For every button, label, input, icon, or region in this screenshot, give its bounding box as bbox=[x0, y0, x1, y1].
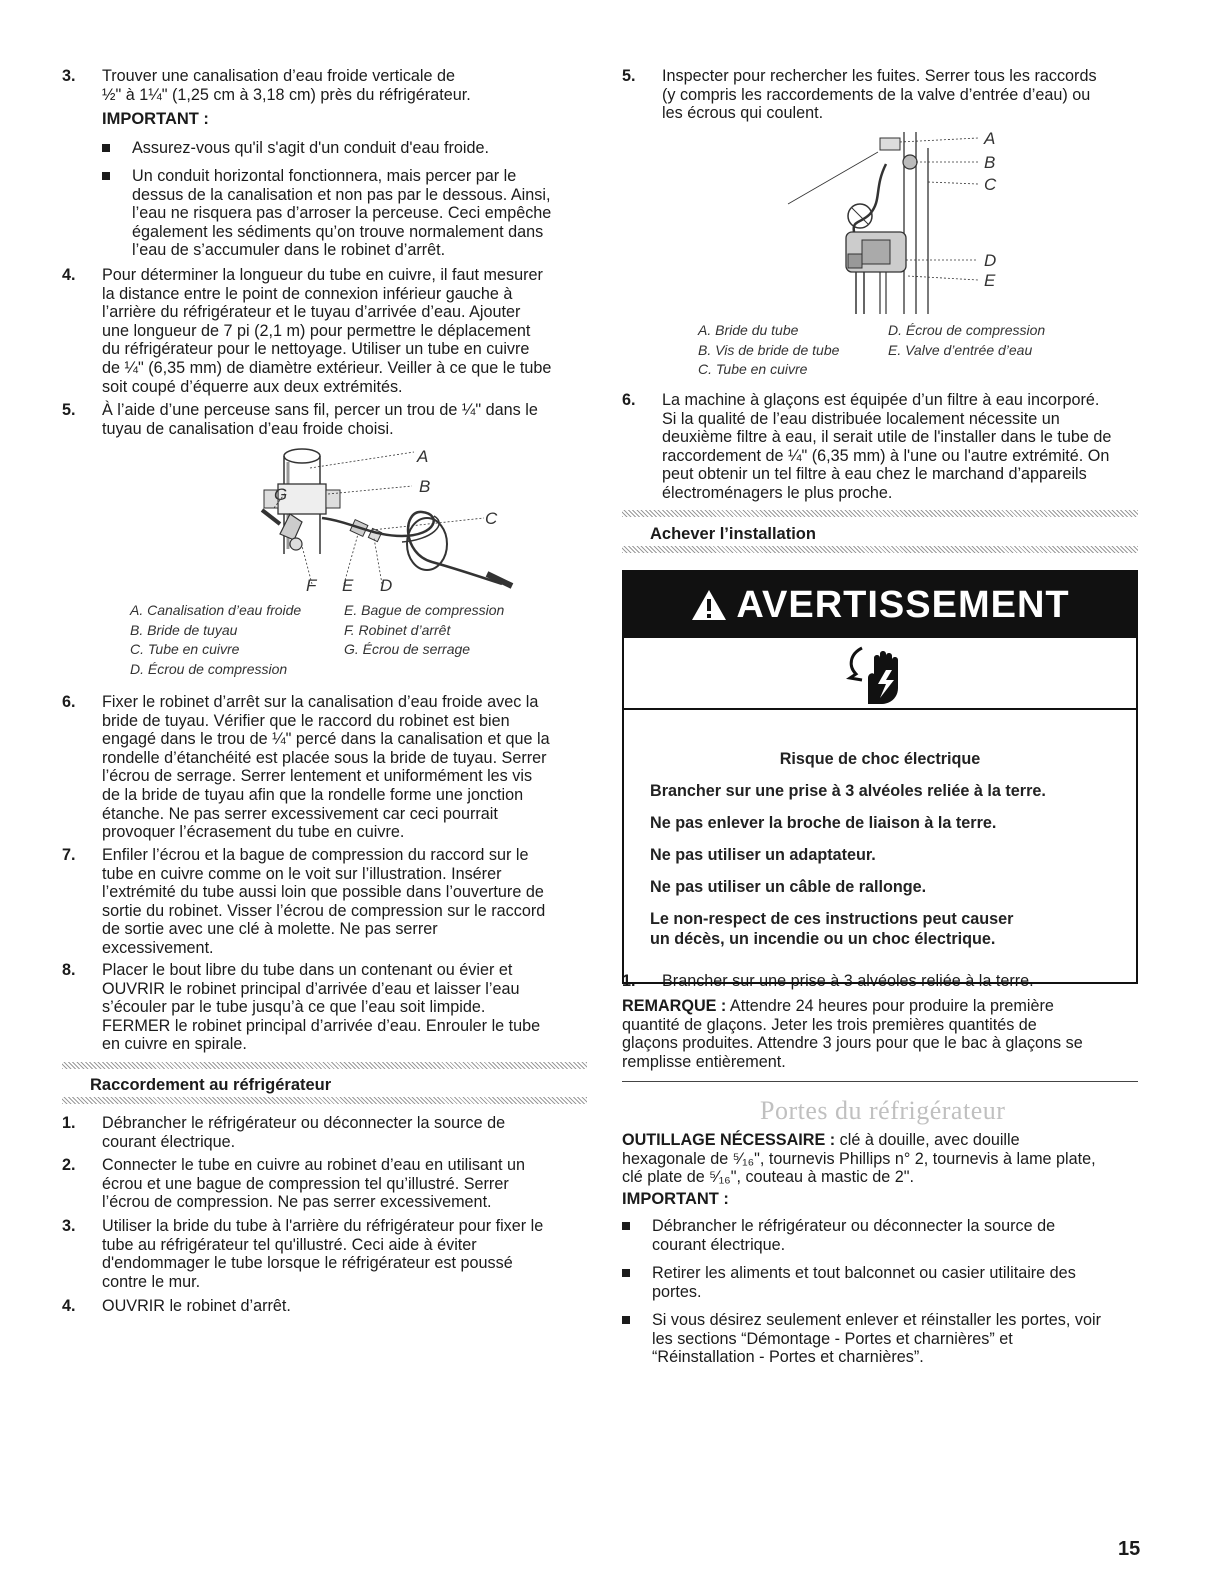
bullet-square bbox=[622, 1222, 630, 1230]
text-line: tuyau de canalisation d’eau froide choisi. bbox=[102, 419, 394, 438]
text-line: Enfiler l’écrou et la bague de compression du raccord sur le bbox=[102, 846, 529, 864]
legend-entry: D. Écrou de compression bbox=[130, 660, 288, 677]
label-a: A bbox=[984, 129, 996, 148]
remarque-paragraph bbox=[622, 997, 1147, 1071]
warning-line: Le non-respect de ces instructions peut causer bbox=[650, 910, 1014, 928]
clamp-screw bbox=[903, 155, 917, 169]
legend-entry: F. Robinet d’arrêt bbox=[344, 621, 451, 638]
label-e: E bbox=[342, 576, 354, 594]
compression-nut bbox=[848, 254, 862, 268]
step-number: 3. bbox=[62, 1217, 76, 1235]
text-line: Brancher sur une prise à 3 alvéoles reliée à la terre. bbox=[662, 972, 1034, 990]
text-line: électroménagers le plus proche. bbox=[662, 483, 893, 502]
text-line: Un conduit horizontal fonctionnera, mais percer par le bbox=[132, 167, 517, 185]
text-line: clé à douille, avec douille bbox=[835, 1131, 1020, 1149]
section-heading-raccordement: Raccordement au réfrigérateur bbox=[90, 1076, 332, 1094]
bullet-item bbox=[102, 139, 587, 158]
text-line: de sortie avec une clé à molette. Ne pas serrer bbox=[102, 920, 438, 939]
step-number: 6. bbox=[62, 693, 76, 711]
bullet-item bbox=[622, 1217, 1138, 1254]
electric-shock-icon bbox=[846, 644, 910, 706]
section-heading-achever: Achever l’installation bbox=[650, 525, 816, 543]
text-line: Trouver une canalisation d’eau froide verticale de bbox=[102, 67, 456, 85]
outillage-label: OUTILLAGE NÉCESSAIRE : bbox=[622, 1131, 836, 1149]
step-3 bbox=[62, 67, 587, 104]
text-line: courant électrique. bbox=[102, 1132, 236, 1151]
warning-line: un décès, un incendie ou un choc électrique. bbox=[650, 930, 996, 948]
legend-entry: A. Bride du tube bbox=[698, 322, 799, 338]
label-e: E bbox=[984, 271, 996, 290]
text-line: l’écrou de compression. Ne pas serrer excessivement. bbox=[102, 1193, 492, 1212]
label-d: D bbox=[380, 576, 393, 594]
step-6 bbox=[62, 693, 587, 842]
step-7 bbox=[62, 846, 587, 958]
text-line: de ¼" (6,35 mm) de diamètre extérieur. Veiller à ce que le tube bbox=[102, 358, 552, 377]
step-4 bbox=[62, 266, 587, 396]
text-line: FERMER le robinet principal d’arrivée d’eau. Enrouler le tube bbox=[102, 1016, 541, 1035]
raccordement-step-4 bbox=[62, 1297, 587, 1316]
legend-entry: E. Bague de compression bbox=[344, 602, 505, 618]
text-line: quantité de glaçons. Jeter les trois premières quantités de bbox=[622, 1015, 1037, 1034]
text-line: À l’aide d’une perceuse sans fil, percer un trou de ¼" dans le bbox=[102, 401, 538, 419]
page-number: 15 bbox=[1118, 1538, 1141, 1560]
text-line: l’écrou de serrage. Serrer lentement et uniformément les vis bbox=[102, 767, 533, 786]
text-line: glaçons produites. Attendre 3 jours pour que le bac à glaçons se bbox=[622, 1034, 1083, 1053]
step-number: 7. bbox=[62, 846, 76, 864]
tube-clamp bbox=[880, 138, 900, 150]
step-number: 4. bbox=[62, 1297, 76, 1315]
text-line: l’eau de s’accumuler dans le robinet d’arrêt. bbox=[132, 241, 446, 260]
hazard-icon-area bbox=[624, 638, 1136, 710]
step-5 bbox=[62, 401, 587, 438]
text-line: Connecter le tube en cuivre au robinet d’eau en utilisant un bbox=[102, 1156, 525, 1174]
text-line: également les sédiments qu’on trouve normalement dans bbox=[132, 222, 544, 241]
text-line: l’extrémité du tube aussi loin que possible dans l’ouverture de bbox=[102, 883, 544, 902]
text-line: OUVRIR le robinet d’arrêt. bbox=[102, 1297, 291, 1315]
section-divider bbox=[62, 1097, 587, 1104]
warning-title: AVERTISSEMENT bbox=[736, 583, 1070, 626]
outillage-paragraph bbox=[622, 1131, 1147, 1187]
figure-legend-right bbox=[344, 601, 504, 660]
text-line: Retirer les aliments et tout balconnet ou casier utilitaire des bbox=[652, 1264, 1076, 1282]
legend-entry: A. Canalisation d’eau froide bbox=[130, 602, 302, 618]
text-line: Placer le bout libre du tube dans un contenant ou évier et bbox=[102, 961, 513, 979]
important-heading: IMPORTANT : bbox=[102, 110, 209, 128]
text-line: de la bride de tuyau afin que la rondelle forme une jonction bbox=[102, 785, 524, 804]
text-line: ½" à 1¼" (1,25 cm à 3,18 cm) près du réfrigérateur. bbox=[102, 85, 471, 104]
section-rule bbox=[622, 1081, 1138, 1082]
label-f: F bbox=[306, 576, 317, 594]
hazard-title: Risque de choc électrique bbox=[779, 750, 981, 768]
packing-nut bbox=[290, 538, 302, 550]
text-line: rondelle d’étanchéité est placée sous la bride de tuyau. Serrer bbox=[102, 748, 547, 767]
text-line: les sections “Démontage - Portes et charnières” et bbox=[652, 1329, 1013, 1348]
text-line: l’arrière du réfrigérateur et le tuyau d’arrivée d’eau. Ajouter bbox=[102, 303, 521, 322]
bullet-item bbox=[102, 167, 587, 260]
bullet-square bbox=[622, 1269, 630, 1277]
step-6-filter bbox=[622, 391, 1147, 503]
section-title-portes: Portes du réfrigérateur bbox=[760, 1096, 1006, 1125]
text-line: “Réinstallation - Portes et charnières”. bbox=[652, 1348, 924, 1367]
text-line: du réfrigérateur pour le nettoyage. Utiliser un tube en cuivre bbox=[102, 340, 530, 359]
warning-line: Brancher sur une prise à 3 alvéoles reliée à la terre. bbox=[650, 782, 1046, 800]
label-b: B bbox=[984, 153, 996, 172]
warning-line: Ne pas utiliser un adaptateur. bbox=[650, 846, 876, 864]
step-number: 5. bbox=[62, 401, 76, 419]
text-line: s’écouler par le tube jusqu’à ce que l’eau soit limpide. bbox=[102, 998, 486, 1017]
raccordement-step-3 bbox=[62, 1217, 587, 1291]
warning-triangle-icon bbox=[690, 588, 728, 622]
step-number: 2. bbox=[62, 1156, 76, 1174]
text-line: Inspecter pour rechercher les fuites. Serrer tous les raccords bbox=[662, 67, 1097, 85]
text-line: portes. bbox=[652, 1282, 702, 1301]
text-line: tube en cuivre comme on le voit sur l’illustration. Insérer bbox=[102, 864, 502, 883]
text-line: remplisse entièrement. bbox=[622, 1052, 786, 1071]
text-line: d'endommager le tube lorsque le réfrigérateur est poussé bbox=[102, 1254, 513, 1273]
text-line: Assurez-vous qu'il s'agit d'un conduit d'eau froide. bbox=[132, 139, 490, 157]
text-line: étanche. Ne pas serrer excessivement car ceci pourrait bbox=[102, 804, 498, 823]
pipe-top bbox=[284, 449, 320, 463]
step-number: 1. bbox=[622, 972, 636, 990]
text-line: Attendre 24 heures pour produire la première bbox=[726, 997, 1054, 1015]
figure-legend-left bbox=[130, 601, 301, 679]
text-line: provoquer l’écrasement du tube en cuivre. bbox=[102, 823, 405, 842]
text-line: sortie du robinet. Visser l’écrou de compression sur le raccord bbox=[102, 901, 546, 920]
text-line: tube au réfrigérateur tel qu'illustré. Ceci aide à éviter bbox=[102, 1235, 477, 1254]
figure-legend-left bbox=[698, 321, 839, 380]
important-heading: IMPORTANT : bbox=[622, 1190, 729, 1208]
text-line: clé plate de ⁵⁄₁₆", couteau à mastic de 2". bbox=[622, 1168, 915, 1187]
text-line: raccordement de ¼" (6,35 mm) à l'une ou l'autre extrémité. On bbox=[662, 446, 1110, 465]
text-line: Fixer le robinet d’arrêt sur la canalisation d’eau froide avec la bbox=[102, 693, 539, 711]
bullet-item bbox=[622, 1311, 1138, 1367]
text-line: dessus de la canalisation et non pas par le dessous. Ainsi, bbox=[132, 185, 551, 204]
text-line: (y compris les raccordements de la valve d’entrée d’eau) ou bbox=[662, 85, 1091, 104]
label-c: C bbox=[485, 509, 498, 528]
warning-line: Ne pas utiliser un câble de rallonge. bbox=[650, 878, 927, 896]
legend-entry: C. Tube en cuivre bbox=[130, 641, 240, 657]
bullet-square bbox=[102, 144, 110, 152]
text-line: hexagonale de ⁵⁄₁₆", tournevis Phillips n° 2, tournevis à lame plate, bbox=[622, 1149, 1096, 1168]
text-line: excessivement. bbox=[102, 938, 214, 957]
text-line: OUVRIR le robinet principal d’arrivée d’eau et laisser l’eau bbox=[102, 979, 520, 998]
legend-entry: B. Vis de bride de tube bbox=[698, 341, 840, 358]
text-line: La machine à glaçons est équipée d’un filtre à eau incorporé. bbox=[662, 391, 1100, 409]
warning-box bbox=[622, 570, 1138, 984]
label-a: A bbox=[417, 447, 429, 466]
remarque-label: REMARQUE : bbox=[622, 997, 727, 1015]
legend-entry: D. Écrou de compression bbox=[888, 322, 1046, 338]
text-line: Débrancher le réfrigérateur ou déconnecter la source de bbox=[102, 1114, 506, 1132]
step-8 bbox=[62, 961, 587, 1054]
bullet-item bbox=[622, 1264, 1138, 1301]
text-line: Si la qualité de l’eau distribuée localement nécessite un bbox=[662, 409, 1060, 428]
section-divider bbox=[622, 546, 1138, 553]
step-5-inspect bbox=[622, 67, 1147, 123]
legend-entry: C. Tube en cuivre bbox=[698, 361, 808, 377]
valve-handle bbox=[262, 510, 280, 524]
text-line: Pour déterminer la longueur du tube en cuivre, il faut mesurer bbox=[102, 266, 543, 284]
text-line: écrou et une bague de compression tel qu’illustré. Serrer bbox=[102, 1174, 509, 1193]
text-line: soit coupé d’équerre aux deux extrémités. bbox=[102, 377, 403, 396]
warning-line: Ne pas enlever la broche de liaison à la terre. bbox=[650, 814, 997, 832]
label-c: C bbox=[984, 175, 997, 194]
legend-entry: E. Valve d’entrée d’eau bbox=[888, 341, 1033, 358]
step-number: 3. bbox=[62, 67, 76, 85]
section-divider bbox=[62, 1062, 587, 1069]
label-b: B bbox=[419, 477, 431, 496]
copper-tube bbox=[322, 512, 502, 584]
legend-entry: G. Écrou de serrage bbox=[344, 641, 471, 657]
figure-legend-right bbox=[888, 321, 1045, 360]
step-number: 4. bbox=[62, 266, 76, 284]
text-line: la distance entre le point de connexion inférieur gauche à bbox=[102, 284, 513, 303]
bullet-square bbox=[622, 1316, 630, 1324]
legend-entry: B. Bride de tuyau bbox=[130, 621, 238, 638]
warning-header bbox=[624, 572, 1136, 638]
shutoff-valve-illustration bbox=[202, 444, 532, 594]
text-line: contre le mur. bbox=[102, 1272, 201, 1291]
text-line: courant électrique. bbox=[652, 1235, 786, 1254]
text-line: Débrancher le réfrigérateur ou déconnecter la source de bbox=[652, 1217, 1056, 1235]
text-line: peut obtenir un tel filtre à eau chez le marchand d’appareils bbox=[662, 465, 1087, 484]
label-d: D bbox=[984, 251, 997, 270]
step-number: 8. bbox=[62, 961, 76, 979]
label-g: G bbox=[274, 485, 288, 504]
section-divider bbox=[622, 510, 1138, 517]
text-line: en cuivre en spirale. bbox=[102, 1035, 247, 1054]
text-line: Utiliser la bride du tube à l'arrière du réfrigérateur pour fixer le bbox=[102, 1217, 544, 1235]
step-number: 1. bbox=[62, 1114, 76, 1132]
text-line: engagé dans le trou de ¼" percé dans la canalisation et que la bbox=[102, 730, 550, 749]
raccordement-step-2 bbox=[62, 1156, 587, 1212]
text-line: l’eau ne risquera pas d’arroser la perceuse. Ceci empêche bbox=[132, 204, 552, 223]
step-number: 5. bbox=[622, 67, 636, 85]
water-inlet-valve-illustration bbox=[782, 128, 1022, 318]
text-line: deuxième filtre à eau, il serait utile de l'installer dans le tube de bbox=[662, 428, 1112, 447]
bullet-square bbox=[102, 172, 110, 180]
raccordement-step-1 bbox=[62, 1114, 587, 1151]
text-line: bride de tuyau. Vérifier que le raccord du robinet est bien bbox=[102, 711, 510, 730]
text-line: une longueur de 7 pi (2,1 m) pour permettre le déplacement bbox=[102, 321, 531, 340]
text-line: les écrous qui coulent. bbox=[662, 104, 824, 123]
step-number: 6. bbox=[622, 391, 636, 409]
text-line: Si vous désirez seulement enlever et réinstaller les portes, voir bbox=[652, 1311, 1101, 1329]
